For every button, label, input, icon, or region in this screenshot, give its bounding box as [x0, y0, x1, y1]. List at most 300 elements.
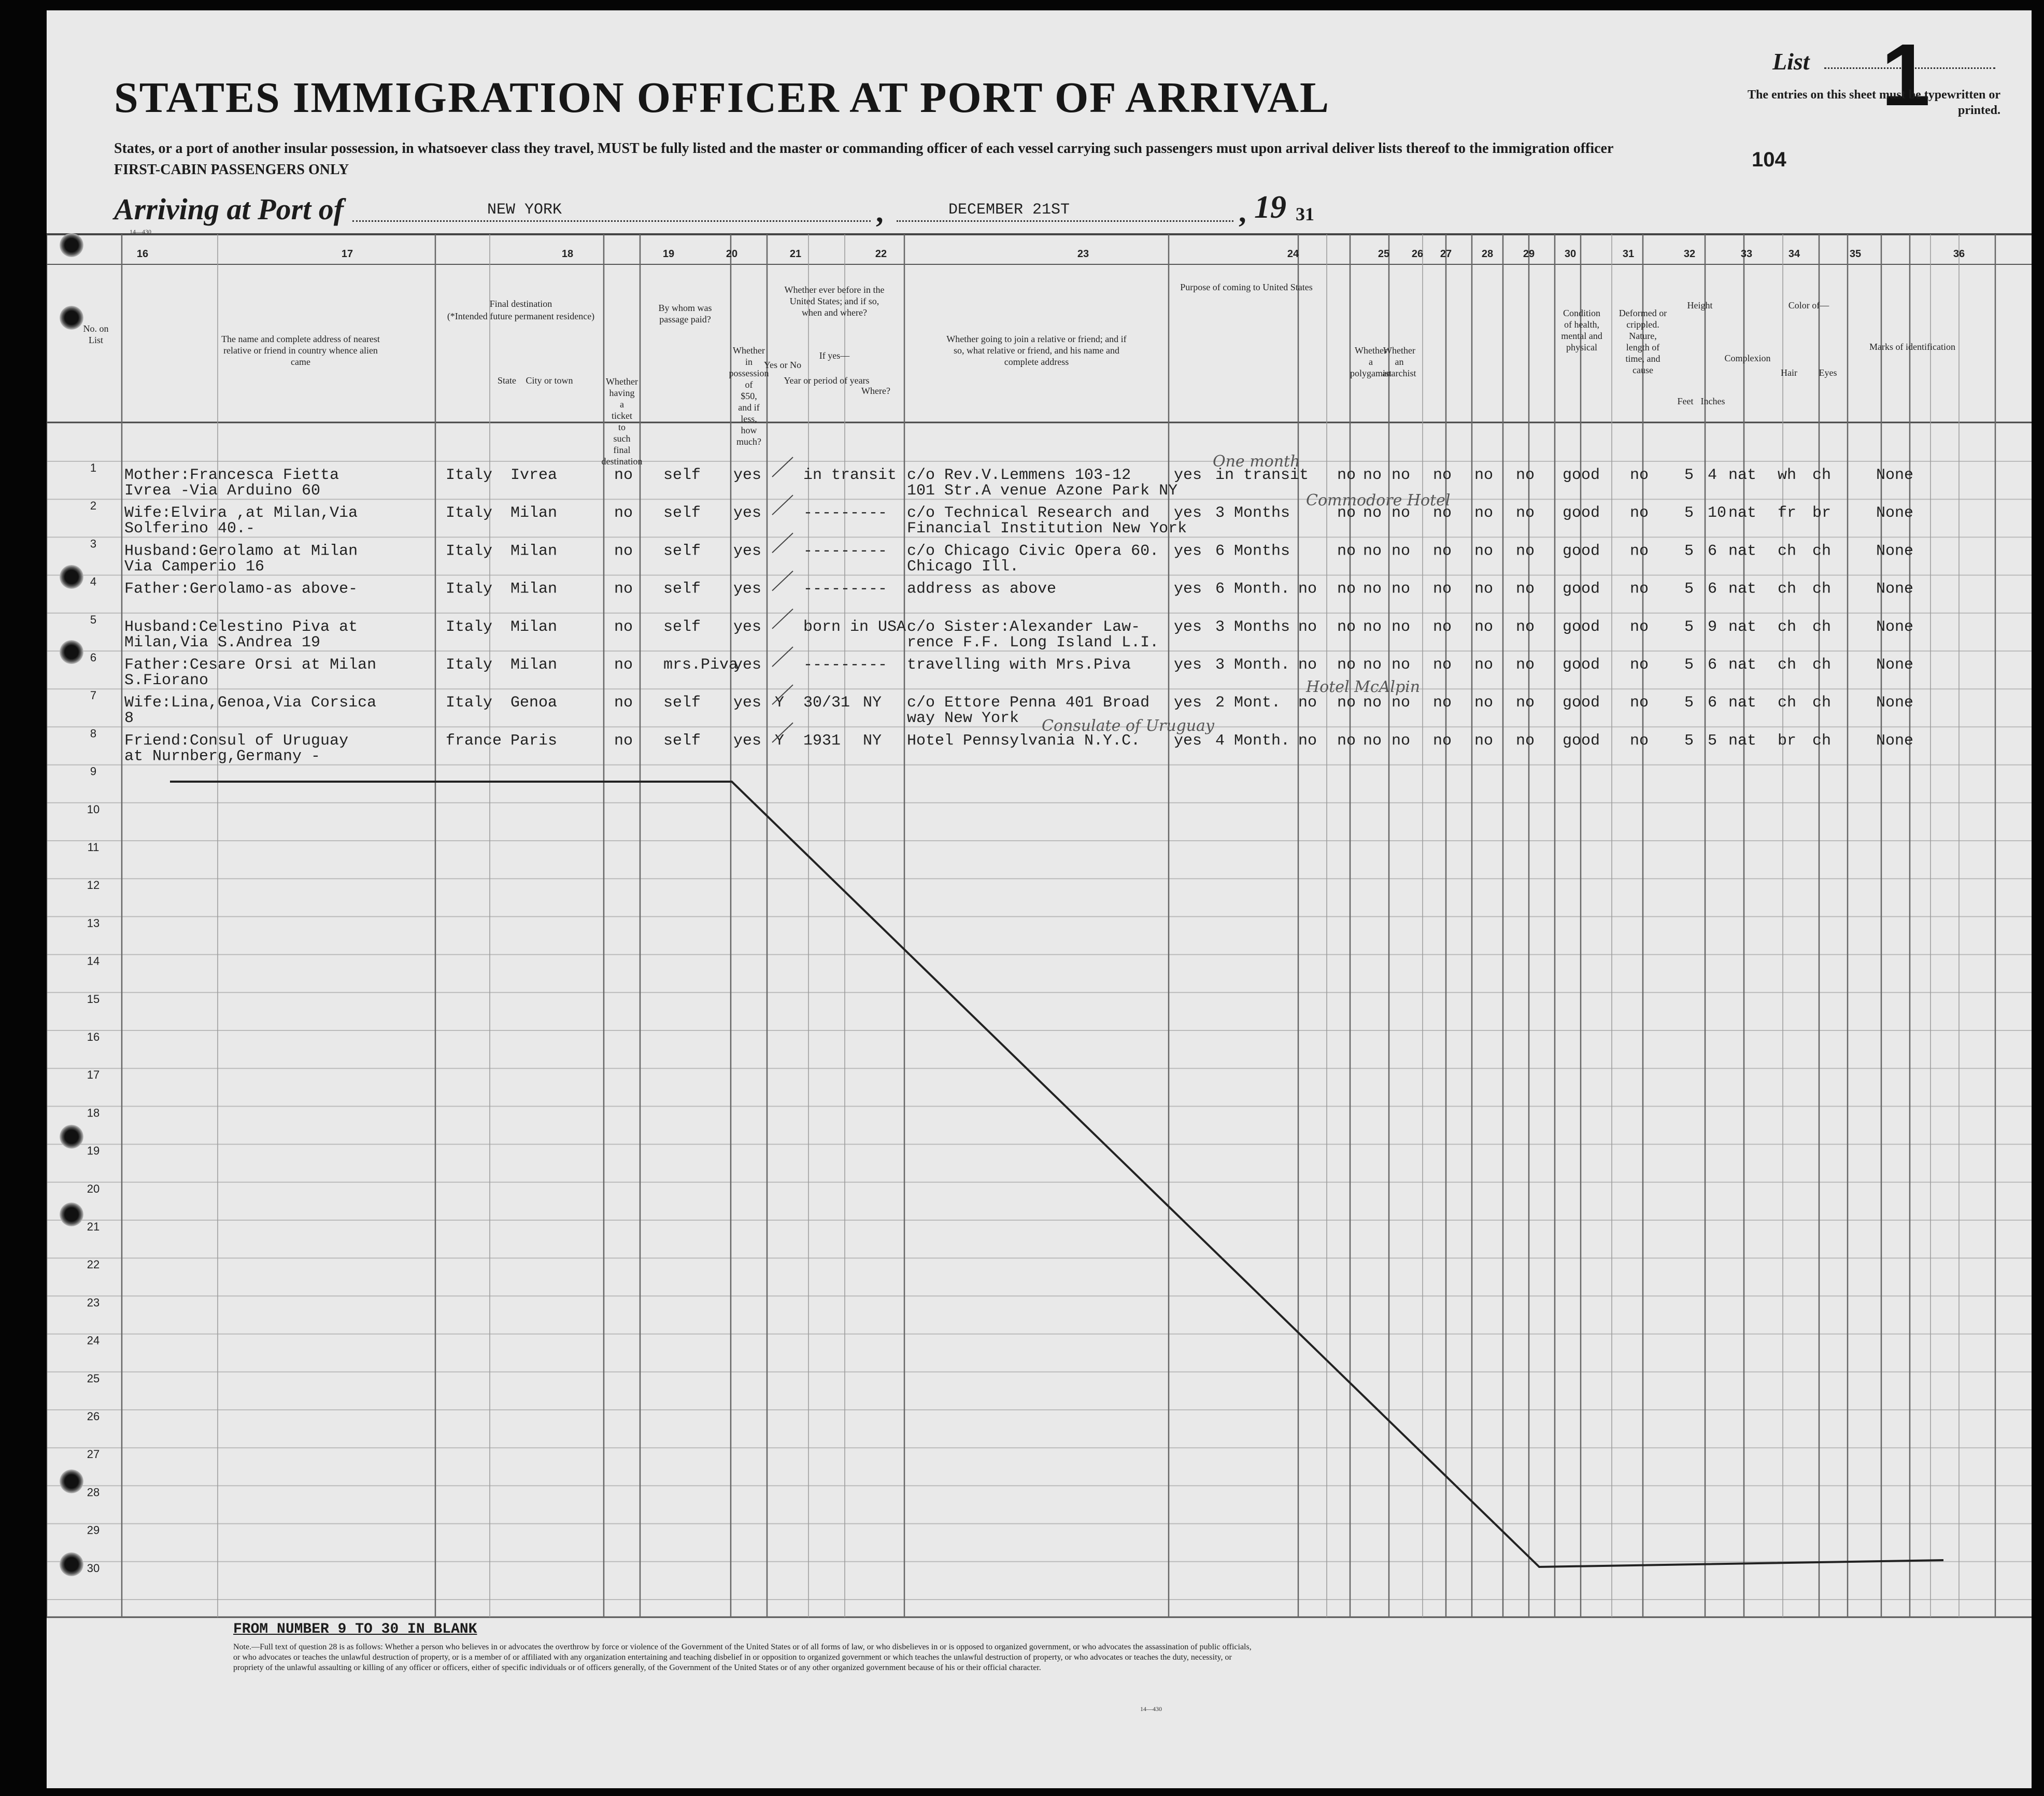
cell-paid-by: self [663, 542, 701, 560]
relative-address: Wife:Lina,Genoa,Via Corsica [124, 694, 377, 712]
punch-hole [60, 1552, 83, 1576]
cell-inches: 6 [1708, 656, 1717, 674]
cell-paid-by: self [663, 694, 701, 712]
column-header: ticket [612, 411, 632, 421]
cell-length: in transit [1215, 466, 1309, 484]
column-header: List [88, 335, 104, 345]
cell-paid-by: mrs.Piva [663, 656, 739, 674]
cell-c25: no [1337, 580, 1356, 598]
column-number: 36 [1953, 248, 1965, 260]
row-number: 10 [87, 802, 100, 816]
cell-deformed: no [1630, 504, 1649, 522]
cell-before-year: --------- [803, 542, 888, 560]
column-subheader: State [498, 375, 516, 386]
column-header: mental and [1561, 331, 1602, 341]
column-header: when and where? [802, 307, 867, 318]
cancellation-line [170, 782, 1943, 1567]
cell-citizen: no [1298, 656, 1317, 674]
cell-city: Paris [510, 732, 558, 750]
cell-inches: 5 [1708, 732, 1717, 750]
column-header: By whom was [658, 303, 712, 313]
column-header: cause [1633, 365, 1653, 375]
port-value: NEW YORK [487, 201, 562, 219]
column-number: 33 [1740, 248, 1753, 260]
cell-length: 2 Mont. [1215, 694, 1281, 712]
cell-state: Italy [446, 466, 493, 484]
column-header: having [609, 388, 635, 398]
row-number: 24 [87, 1334, 100, 1347]
cell-c30: no [1516, 656, 1535, 674]
cell-health: good [1563, 618, 1600, 636]
cell-city: Milan [510, 542, 558, 560]
cell-c30: no [1516, 694, 1535, 712]
cell-complexion: nat [1728, 656, 1757, 674]
handwritten-annotation: Consulate of Uruguay [1042, 717, 1214, 735]
cell-ticket: no [614, 732, 633, 750]
column-header: much? [736, 436, 761, 447]
cell-health: good [1563, 504, 1600, 522]
list-id: 104 [1752, 148, 1786, 171]
cell-length: 4 Month. [1215, 732, 1290, 750]
column-header: Deformed or [1619, 308, 1667, 318]
cell-fifty: yes [733, 542, 762, 560]
cell-health: good [1563, 732, 1600, 750]
cell-before-where: NY [863, 732, 882, 750]
cell-c28: no [1433, 466, 1452, 484]
cell-c25: no [1337, 504, 1356, 522]
cell-purpose-yes: yes [1174, 504, 1202, 522]
relative-address: Solferino 40.- [124, 520, 255, 538]
column-header: polygamist [1350, 368, 1392, 378]
cell-eyes: ch [1812, 694, 1832, 712]
cell-complexion: nat [1728, 504, 1757, 522]
relative-address: Father:Cesare Orsi at Milan [124, 656, 377, 674]
cell-fifty: yes [733, 732, 762, 750]
column-number: 32 [1683, 248, 1696, 260]
join-address: address as above [907, 580, 1057, 598]
column-header: of [745, 379, 753, 390]
row-number: 21 [87, 1220, 100, 1233]
column-header: Marks of identification [1869, 342, 1955, 352]
column-header: Height [1687, 300, 1713, 310]
cell-before-year: born in USA [803, 618, 906, 636]
cell-complexion: nat [1728, 694, 1757, 712]
form-code: 14—430 [130, 228, 151, 235]
column-header: Whether [606, 376, 638, 387]
cell-ticket: no [614, 542, 633, 560]
cell-c26: no [1363, 466, 1382, 484]
blank-note: FROM NUMBER 9 TO 30 IN BLANK [233, 1621, 477, 1637]
cell-before-yes: Y [775, 694, 785, 712]
column-number: 35 [1849, 248, 1862, 260]
column-header: No. on [83, 323, 109, 334]
cell-c25: no [1337, 618, 1356, 636]
cell-length: 6 Month. [1215, 580, 1290, 598]
column-header: Final destination [489, 299, 552, 309]
cell-city: Milan [510, 656, 558, 674]
punch-hole [60, 640, 83, 664]
row-number: 25 [87, 1371, 100, 1385]
cell-c29: no [1474, 656, 1494, 674]
cell-complexion: nat [1728, 466, 1757, 484]
cell-c27: no [1392, 580, 1411, 598]
cell-c25: no [1337, 656, 1356, 674]
relative-address: Via Camperio 16 [124, 558, 265, 576]
cell-citizen: no [1298, 618, 1317, 636]
row-number: 19 [87, 1144, 100, 1157]
cell-fifty: yes [733, 618, 762, 636]
row-number: 17 [87, 1068, 100, 1082]
cell-purpose-yes: yes [1174, 580, 1202, 598]
row-number: 27 [87, 1448, 100, 1461]
cell-purpose-yes: yes [1174, 656, 1202, 674]
column-header: passage paid? [659, 314, 711, 324]
cell-inches: 4 [1708, 466, 1717, 484]
arriving-label: Arriving at Port of [114, 192, 344, 226]
column-subheader: Eyes [1819, 367, 1837, 378]
footer-form-code: 14—430 [1140, 1705, 1162, 1713]
column-subheader: If yes— [819, 350, 850, 361]
cell-eyes: ch [1812, 732, 1832, 750]
cell-c28: no [1433, 542, 1452, 560]
cell-before-year: --------- [803, 504, 888, 522]
punch-hole [60, 306, 83, 330]
cell-eyes: br [1812, 504, 1832, 522]
cell-state: Italy [446, 656, 493, 674]
cell-marks: None [1876, 580, 1914, 598]
cell-purpose-yes: yes [1174, 694, 1202, 712]
cell-ticket: no [614, 656, 633, 674]
year-prefix: 19 [1254, 190, 1286, 225]
cell-inches: 6 [1708, 542, 1717, 560]
column-header: crippled. [1626, 319, 1659, 330]
cell-hair: wh [1778, 466, 1797, 484]
cell-c27: no [1392, 466, 1411, 484]
cell-c26: no [1363, 618, 1382, 636]
column-subheader: Inches [1700, 396, 1725, 406]
cabin-class: FIRST-CABIN PASSENGERS ONLY [114, 162, 349, 178]
column-number: 22 [875, 248, 887, 260]
join-address: Chicago Ill. [907, 558, 1019, 576]
row-number: 23 [87, 1296, 100, 1309]
cell-eyes: ch [1812, 580, 1832, 598]
cell-c25: no [1337, 694, 1356, 712]
cell-hair: ch [1778, 580, 1797, 598]
cell-deformed: no [1630, 542, 1649, 560]
check-mark [772, 533, 793, 553]
cell-purpose-yes: yes [1174, 618, 1202, 636]
cell-deformed: no [1630, 618, 1649, 636]
cell-citizen: no [1298, 732, 1317, 750]
cell-c28: no [1433, 656, 1452, 674]
cell-c29: no [1474, 694, 1494, 712]
cell-ticket: no [614, 694, 633, 712]
cell-purpose-yes: yes [1174, 466, 1202, 484]
cell-inches: 6 [1708, 580, 1717, 598]
column-number: 18 [561, 248, 574, 260]
cell-health: good [1563, 542, 1600, 560]
cell-hair: ch [1778, 656, 1797, 674]
cell-city: Milan [510, 618, 558, 636]
row-number: 15 [87, 992, 100, 1006]
column-header: how [741, 425, 757, 435]
punch-hole [60, 565, 83, 589]
cell-c27: no [1392, 732, 1411, 750]
column-header: Whether going to join a relative or friend; and if [946, 334, 1127, 344]
join-address: c/o Ettore Penna 401 Broad [907, 694, 1150, 712]
cell-feet: 5 [1684, 732, 1694, 750]
handwritten-annotation: Hotel McAlpin [1306, 678, 1421, 696]
column-header: time, and [1625, 353, 1660, 364]
cell-health: good [1563, 694, 1600, 712]
cell-hair: ch [1778, 542, 1797, 560]
cell-hair: br [1778, 732, 1797, 750]
row-number: 8 [90, 727, 97, 740]
column-header: Whether [733, 345, 765, 356]
row-number: 28 [87, 1486, 100, 1499]
cell-state: Italy [446, 504, 493, 522]
cell-paid-by: self [663, 618, 701, 636]
cell-c26: no [1363, 504, 1382, 522]
cell-c30: no [1516, 618, 1535, 636]
column-header: to [618, 422, 626, 432]
row-number: 9 [90, 765, 97, 778]
cell-city: Ivrea [510, 466, 558, 484]
cell-complexion: nat [1728, 618, 1757, 636]
cell-c25: no [1337, 732, 1356, 750]
column-header: Whether ever before in the [784, 285, 885, 295]
column-header: The name and complete address of nearest [221, 334, 380, 344]
column-header: Whether [1383, 345, 1415, 356]
cell-length: 6 Months [1215, 542, 1290, 560]
row-number: 20 [87, 1182, 100, 1195]
row-number: 18 [87, 1106, 100, 1120]
cell-complexion: nat [1728, 580, 1757, 598]
cell-c26: no [1363, 580, 1382, 598]
cell-c28: no [1433, 732, 1452, 750]
cell-feet: 5 [1684, 542, 1694, 560]
cell-ticket: no [614, 504, 633, 522]
comma-2: , [1239, 195, 1246, 229]
check-mark [772, 647, 793, 667]
check-mark [772, 571, 793, 591]
list-note: The entries on this sheet must be typewritten or printed. [1748, 88, 2000, 117]
column-header: and if [738, 402, 760, 413]
cell-c27: no [1392, 618, 1411, 636]
column-subheader: Feet [1677, 396, 1694, 406]
cell-c26: no [1363, 732, 1382, 750]
relative-address: Milan,Via S.Andrea 19 [124, 633, 321, 652]
join-address: way New York [907, 710, 1019, 728]
relative-address: S.Fiorano [124, 672, 209, 689]
comma: , [876, 195, 884, 229]
row-number: 16 [87, 1030, 100, 1043]
cell-c27: no [1392, 504, 1411, 522]
cell-before-year: in transit [803, 466, 897, 484]
column-header: a [1369, 357, 1373, 367]
cell-marks: None [1876, 504, 1914, 522]
cell-length: 3 Months [1215, 618, 1290, 636]
cell-hair: ch [1778, 618, 1797, 636]
punch-hole [60, 1203, 83, 1226]
cell-fifty: yes [733, 504, 762, 522]
cell-before-year: --------- [803, 656, 888, 674]
cell-eyes: ch [1812, 466, 1832, 484]
relative-address: Husband:Celestino Piva at [124, 618, 358, 636]
relative-address: at Nurnberg,Germany - [124, 747, 321, 766]
cell-complexion: nat [1728, 732, 1757, 750]
check-mark [772, 457, 793, 477]
column-header: Purpose of coming to United States [1180, 282, 1313, 292]
column-header: a [620, 399, 624, 409]
cell-c29: no [1474, 504, 1494, 522]
date-line [897, 220, 1233, 222]
row-number: 2 [90, 499, 97, 513]
cell-citizen: no [1298, 694, 1317, 712]
column-number: 16 [136, 248, 149, 260]
join-address: Financial Institution New York [907, 520, 1187, 538]
cell-city: Milan [510, 580, 558, 598]
date-value: DECEMBER 21ST [948, 201, 1070, 219]
cell-marks: None [1876, 694, 1914, 712]
column-number: 23 [1077, 248, 1089, 260]
cell-health: good [1563, 466, 1600, 484]
column-number: 25 [1378, 248, 1390, 260]
cell-feet: 5 [1684, 694, 1694, 712]
cell-paid-by: self [663, 580, 701, 598]
column-number: 21 [789, 248, 802, 260]
check-mark [772, 609, 793, 629]
cell-city: Genoa [510, 694, 558, 712]
row-number: 4 [90, 575, 97, 588]
cell-fifty: yes [733, 694, 762, 712]
cell-before-year: 1931 [803, 732, 841, 750]
column-header: in [745, 357, 753, 367]
footnote: Note.—Full text of question 28 is as follows: Whether a person who believes in or advocates the overthrow by force or violence of the Government of the United States or of all forms of law, or who disbelieves in or is opposed to organized government, or who advocates the assassination of public officials, or who advocates or teaches the unlawful destruction of property, or is a member of or affiliated with any organization entertaining and teaching disbelief in or opposition to organized government or which teaches the unlawful destruction of property, or who advocates or teaches the duty, necessity, or propriety of the unlawful assaulting or killing of any officer or officers, either of specific individuals or of officers generally, of the Government of the United States or of any other organized government because of his or their official character. [233, 1643, 1252, 1672]
cell-feet: 5 [1684, 504, 1694, 522]
year-suffix: 31 [1296, 204, 1314, 224]
cell-marks: None [1876, 618, 1914, 636]
row-number: 14 [87, 954, 100, 968]
cell-fifty: yes [733, 466, 762, 484]
cell-c28: no [1433, 618, 1452, 636]
cell-c26: no [1363, 656, 1382, 674]
cell-purpose-yes: yes [1174, 542, 1202, 560]
column-number: 26 [1411, 248, 1424, 260]
cell-feet: 5 [1684, 656, 1694, 674]
column-header: United States; and if so, [789, 296, 879, 306]
column-header: Whether [1355, 345, 1387, 356]
cell-inches: 6 [1708, 694, 1717, 712]
row-number: 6 [90, 651, 97, 664]
column-number: 34 [1788, 248, 1800, 260]
manifest-table [47, 10, 2032, 1788]
cell-c29: no [1474, 618, 1494, 636]
cell-paid-by: self [663, 732, 701, 750]
join-address: c/o Chicago Civic Opera 60. [907, 542, 1159, 560]
cell-c27: no [1392, 694, 1411, 712]
row-number: 1 [90, 461, 97, 474]
cell-fifty: yes [733, 580, 762, 598]
cell-city: Milan [510, 504, 558, 522]
cell-c30: no [1516, 466, 1535, 484]
cell-c30: no [1516, 580, 1535, 598]
cell-c28: no [1433, 694, 1452, 712]
row-number: 11 [87, 841, 100, 854]
join-address: 101 Str.A venue Azone Park NY [907, 482, 1178, 500]
row-number: 3 [90, 537, 97, 550]
row-number: 12 [87, 879, 100, 892]
join-address: Hotel Pennsylvania N.Y.C. [907, 732, 1141, 750]
cell-state: Italy [446, 542, 493, 560]
cell-marks: None [1876, 656, 1914, 674]
column-header: Complexion [1724, 353, 1771, 363]
cell-c28: no [1433, 504, 1452, 522]
relative-address: Friend:Consul of Uruguay [124, 732, 349, 750]
column-header: $50, [741, 391, 757, 401]
join-address: travelling with Mrs.Piva [907, 656, 1131, 674]
cell-deformed: no [1630, 580, 1649, 598]
relative-address: 8 [124, 710, 134, 728]
handwritten-annotation: One month [1213, 452, 1300, 471]
cell-length: 3 Months [1215, 504, 1290, 522]
column-header: destination [601, 456, 643, 466]
cell-health: good [1563, 580, 1600, 598]
column-header: anarchist [1382, 368, 1416, 378]
handwritten-annotation: Commodore Hotel [1306, 491, 1451, 510]
cell-health: good [1563, 656, 1600, 674]
cell-marks: None [1876, 466, 1914, 484]
relative-address: Mother:Francesca Fietta [124, 466, 339, 484]
column-number: 20 [726, 248, 738, 260]
cell-c26: no [1363, 694, 1382, 712]
cell-c29: no [1474, 466, 1494, 484]
punch-hole [60, 1469, 83, 1493]
list-number: 1 [1881, 26, 1931, 124]
column-header: of health, [1564, 319, 1599, 330]
cell-state: Italy [446, 618, 493, 636]
cell-ticket: no [614, 618, 633, 636]
cell-c29: no [1474, 542, 1494, 560]
cell-eyes: ch [1812, 542, 1832, 560]
cell-inches: 10 [1708, 504, 1727, 522]
column-number: 28 [1481, 248, 1494, 260]
relative-address: Wife:Elvira ,at Milan,Via [124, 504, 358, 522]
column-header: came [291, 357, 310, 367]
column-header: an [1395, 357, 1404, 367]
column-number: 27 [1440, 248, 1452, 260]
cell-before-where: NY [863, 694, 882, 712]
punch-hole [60, 233, 83, 257]
manifest-sheet [47, 10, 2032, 1788]
cell-c29: no [1474, 580, 1494, 598]
cell-c30: no [1516, 542, 1535, 560]
cell-marks: None [1876, 732, 1914, 750]
column-note: (*Intended future permanent residence) [447, 311, 595, 321]
cell-purpose-yes: yes [1174, 732, 1202, 750]
check-mark [772, 495, 793, 515]
cell-c27: no [1392, 656, 1411, 674]
cell-c26: no [1363, 542, 1382, 560]
cell-feet: 5 [1684, 466, 1694, 484]
page-subtitle: States, or a port of another insular possession, in whatsoever class they travel, MUST be fully listed and the master or commanding officer of each vessel carrying such passengers must upon arrival deliver lists thereof to the immigration officer [114, 140, 1614, 157]
cell-paid-by: self [663, 466, 701, 484]
column-subheader: Hair [1781, 367, 1797, 378]
column-number: 29 [1523, 248, 1535, 260]
cell-c25: no [1337, 466, 1356, 484]
cell-c29: no [1474, 732, 1494, 750]
column-subheader: Where? [861, 386, 890, 396]
